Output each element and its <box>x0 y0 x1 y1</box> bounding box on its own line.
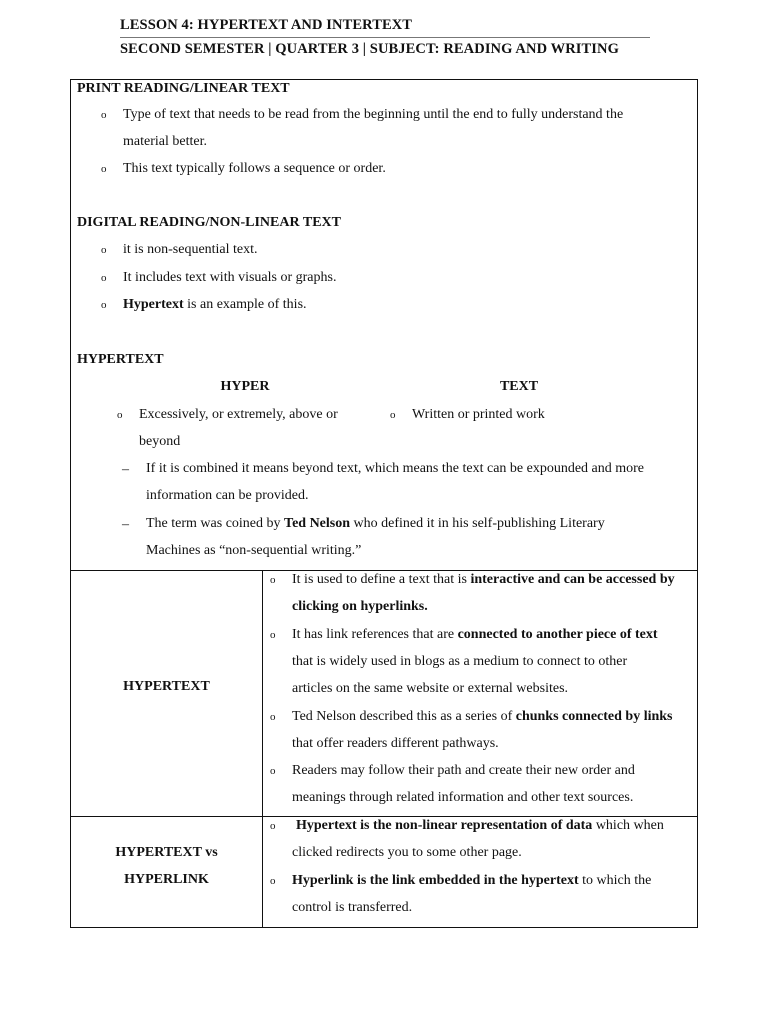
bold-term: Hypertext is the non-linear representation of data <box>296 818 593 833</box>
bullet-icon: o <box>101 109 107 121</box>
bold-term: Ted Nelson <box>284 516 351 531</box>
hypertext-item-2 <box>292 626 658 644</box>
hypertext-note-1-cont: information can be provided. <box>146 488 309 503</box>
text-run: The term was coined by <box>146 516 285 531</box>
bullet-icon: o <box>270 875 276 887</box>
text-definition: Written or printed work <box>412 407 545 422</box>
hypertext-table <box>70 570 698 817</box>
dash-icon: – <box>122 462 129 477</box>
definitions-box <box>70 79 698 571</box>
hypertext-item-2-cont2: articles on the same website or external websites. <box>292 681 569 696</box>
page-subtitle: SECOND SEMESTER | QUARTER 3 | SUBJECT: READING AND WRITING <box>120 41 619 57</box>
nonlinear-point-1: it is non-sequential text. <box>123 242 258 257</box>
vs-item-1 <box>296 817 664 835</box>
hyper-definition-cont: beyond <box>139 434 181 449</box>
section-heading-hypertext: HYPERTEXT <box>77 352 164 367</box>
text-run: is an example of this. <box>183 297 307 312</box>
bullet-icon: o <box>117 409 123 421</box>
linear-point-1-cont: material better. <box>123 134 207 149</box>
bullet-icon: o <box>270 629 276 641</box>
hypertext-note-1: If it is combined it means beyond text, which means the text can be expounded and more <box>146 461 645 476</box>
vs-item-2-cont: control is transferred. <box>292 900 413 915</box>
table-divider <box>262 817 263 927</box>
text-run: to which the <box>578 873 652 888</box>
bullet-icon: o <box>101 163 107 175</box>
hypertext-item-4: Readers may follow their path and create their new order and <box>292 763 635 778</box>
table-divider <box>262 571 263 816</box>
bold-term: Hypertext <box>123 297 184 312</box>
linear-point-2: This text typically follows a sequence or order. <box>123 161 386 176</box>
hypertext-item-3-cont: that offer readers different pathways. <box>292 736 499 751</box>
bullet-icon: o <box>101 244 107 256</box>
row-label-vs-cont: HYPERLINK <box>124 872 209 887</box>
hypertext-item-3 <box>292 708 673 726</box>
section-heading-nonlinear: DIGITAL READING/NON-LINEAR TEXT <box>77 215 341 230</box>
hyper-definition: Excessively, or extremely, above or <box>139 407 338 422</box>
bold-term: Hyperlink is the link embedded in the hypertext <box>292 873 579 888</box>
bullet-icon: o <box>101 272 107 284</box>
hypertext-item-1 <box>292 571 675 589</box>
row-label-hypertext: HYPERTEXT <box>123 679 210 694</box>
vs-item-2 <box>292 872 651 890</box>
hypertext-item-4-cont: meanings through related information and other text sources. <box>292 790 634 805</box>
bullet-icon: o <box>270 820 276 832</box>
text-run: who defined it in his self-publishing Literary <box>350 516 605 531</box>
page-title: LESSON 4: HYPERTEXT AND INTERTEXT <box>120 17 413 33</box>
hypertext-vs-hyperlink-table <box>70 816 698 928</box>
bullet-icon: o <box>270 711 276 723</box>
column-hyper: HYPER <box>220 379 270 394</box>
vs-item-1-cont: clicked redirects you to some other page. <box>292 845 522 860</box>
text-run: Ted Nelson described this as a series of <box>292 709 516 724</box>
bold-term: connected to another piece of text <box>457 627 658 642</box>
hypertext-note-2 <box>146 515 605 533</box>
linear-point-1: Type of text that needs to be read from the beginning until the end to fully understand the <box>123 107 624 122</box>
text-run: It has link references that are <box>292 627 458 642</box>
text-run: It is used to define a text that is <box>292 572 471 587</box>
bold-term: interactive and can be accessed by <box>470 572 675 587</box>
text-run: which when <box>592 818 664 833</box>
bullet-icon: o <box>270 765 276 777</box>
row-label-vs: HYPERTEXT vs <box>115 845 218 860</box>
nonlinear-point-3 <box>123 296 307 314</box>
bullet-icon: o <box>101 299 107 311</box>
hypertext-note-2-cont: Machines as “non-sequential writing.” <box>146 543 362 558</box>
hypertext-item-1-cont: clicking on hyperlinks. <box>292 599 428 614</box>
bullet-icon: o <box>270 574 276 586</box>
nonlinear-point-2: It includes text with visuals or graphs. <box>123 270 337 285</box>
column-text: TEXT <box>499 379 539 394</box>
bold-term: chunks connected by links <box>515 709 673 724</box>
hypertext-item-2-cont: that is widely used in blogs as a medium to connect to other <box>292 654 628 669</box>
bullet-icon: o <box>390 409 396 421</box>
dash-icon: – <box>122 517 129 532</box>
header-divider <box>120 37 650 38</box>
section-heading-linear: PRINT READING/LINEAR TEXT <box>77 81 290 96</box>
